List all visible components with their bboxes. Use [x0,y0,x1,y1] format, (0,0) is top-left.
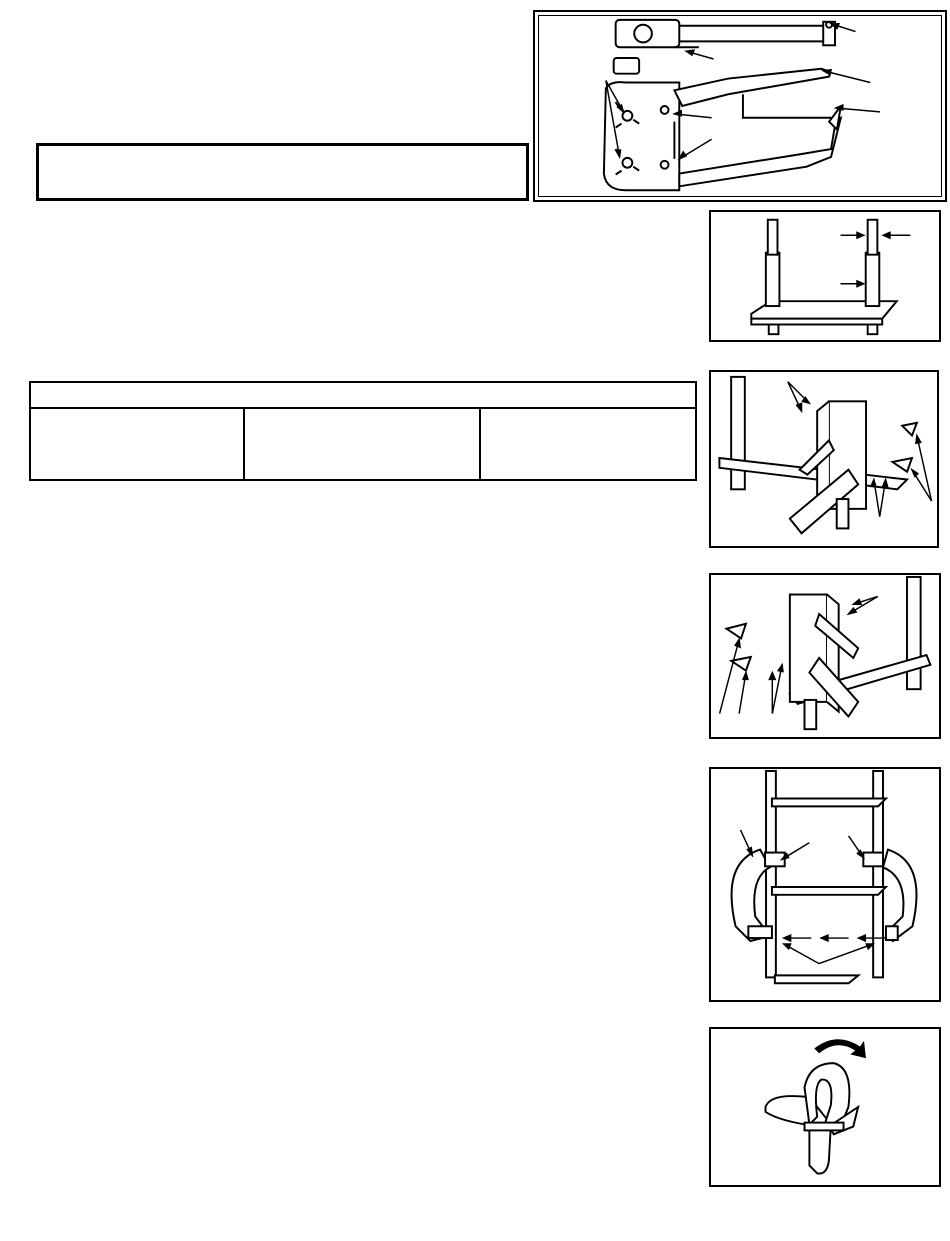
spec-table [29,381,697,481]
figure-stand-components [533,10,947,202]
figure-bracket-assembly-right [709,370,939,548]
strap-illustration [711,769,939,1000]
bracket-left-illustration [711,575,939,737]
figure-strap-threading [709,1027,941,1187]
table-header-row [30,382,696,408]
tubes-illustration [711,212,939,340]
stand-components-illustration [535,12,945,200]
table-header [30,382,696,408]
figure-tubes-on-platform [709,210,941,342]
table-cell [480,408,696,480]
note-box [36,143,529,201]
table-cell [30,408,244,480]
rotate-arrow-icon [814,1039,866,1058]
figure-strap-installation [709,767,941,1002]
strap-threading-illustration [711,1029,939,1185]
figure-bracket-assembly-left [709,573,941,739]
bracket-right-illustration [711,372,937,546]
table-row [30,408,696,480]
table-cell [244,408,480,480]
